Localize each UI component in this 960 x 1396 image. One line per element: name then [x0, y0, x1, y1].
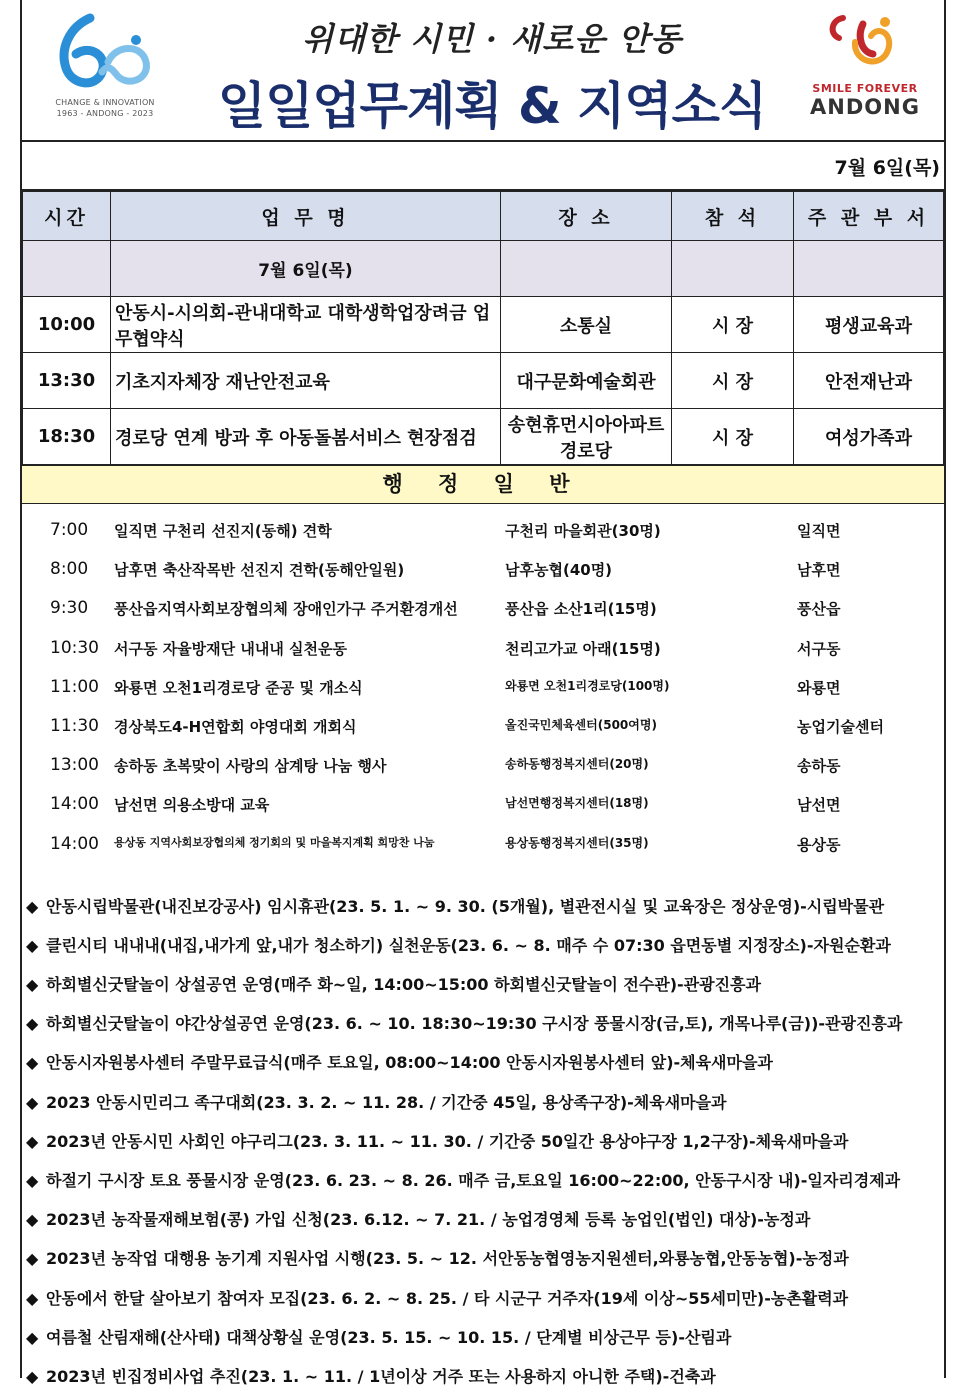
table-row: [23, 297, 944, 353]
notice-item: ◆ 클린시티 내내내(내집,내가게 앞,내가 청소하기) 실천운동(23. 6. ~ 8. 매주 수 07:30 읍면동별 지정장소)-자원순환과: [22, 926, 944, 965]
andong-60th-logo: [50, 10, 160, 125]
schedule-subheader-row: [23, 241, 944, 297]
notice-item: ◆ 2023년 농작물재해보험(콩) 가입 신청(23. 6.12. ~ 7. 21. / 농업경영체 등록 농업인(법인) 대상)-농정과: [22, 1200, 944, 1239]
diamond-bullet-icon: ◆: [26, 896, 39, 916]
col-time: 시간: [23, 192, 111, 241]
list-item: 11:30 경상북도4-H연합회 야영대회 개회식 올진국민체육센터(500여명) 농업기술센터: [50, 715, 884, 736]
diamond-bullet-icon: ◆: [26, 1171, 39, 1190]
diamond-bullet-icon: ◆: [26, 1249, 39, 1269]
notice-item: ◆ 2023년 빈집정비사업 추진(23. 1. ~ 11. / 1년이상 거주 또는 사용하지 아니한 주택)-건축과: [22, 1357, 944, 1396]
diamond-bullet-icon: ◆: [26, 1092, 39, 1112]
row-task: 경로당 연계 방과 후 아동돌봄서비스 현장점검: [111, 409, 501, 465]
document-title: 일일업무계획 & 지역소식: [217, 77, 767, 135]
list-item: 11:00 와룡면 오천1리경로당 준공 및 개소식 와룡면 오천1리경로당(100명) 와룡면: [50, 676, 841, 697]
smile-emblem-icon: [825, 12, 905, 76]
logo-caption-line1: CHANGE & INNOVATION: [55, 98, 155, 107]
col-place: 장 소: [501, 192, 672, 241]
notice-item: ◆ 2023년 농작업 대행용 농기계 지원사업 시행(23. 5. ~ 12. 서안동농협영농지원센터,와룡농협,안동농협)-농정과: [22, 1239, 944, 1278]
row-attend: 시 장: [672, 297, 794, 353]
notice-item: ◆ 안동에서 한달 살아보기 참여자 모집(23. 6. 2. ~ 8. 25. / 타 시군구 거주자(19세 이상~55세미만)-농촌활력과: [22, 1279, 944, 1318]
notice-item: ◆ 하회별신굿탈놀이 야간상설공연 운영(23. 6. ~ 10. 18:30~19:30 구시장 풍물시장(금,토), 개목나루(금))-관광진흥과: [22, 1004, 944, 1043]
diamond-bullet-icon: ◆: [26, 1210, 39, 1230]
city-slogan: 위대한 시민 · 새로운 안동: [302, 20, 682, 58]
row-place: 소통실: [501, 297, 672, 353]
date-row: [22, 142, 944, 191]
admin-section-heading: 행 정 일 반: [22, 465, 944, 504]
notice-item: ◆ 2023년 안동시민 사회인 야구리그(23. 3. 11. ~ 11. 30. / 기간중 50일간 용상야구장 1,2구장)-체육새마을과: [22, 1122, 944, 1161]
notice-item: ◆ 하절기 구시장 토요 풍물시장 운영(23. 6. 23. ~ 8. 26. 매주 금,토요일 16:00~22:00, 안동구시장 내)-일자리경제과: [22, 1161, 944, 1200]
row-time: 10:00: [23, 297, 111, 353]
row-dept: 안전재난과: [794, 353, 944, 409]
list-item: 7:00 일직면 구천리 선진지(동해) 견학 구천리 마을회관(30명) 일직면: [50, 520, 841, 540]
schedule-table: [22, 191, 944, 465]
smile-forever-text: SMILE FOREVER: [812, 82, 918, 95]
row-dept: 평생교육과: [794, 297, 944, 353]
col-attend: 참 석: [672, 192, 794, 241]
row-attend: 시 장: [672, 409, 794, 465]
list-item: 9:30 풍산읍지역사회보장협의체 장애인가구 주거환경개선 풍산읍 소산1리(15명) 풍산읍: [50, 598, 841, 619]
andong-text: ANDONG: [810, 95, 920, 119]
list-item: 14:00 남선면 의용소방대 교육 남선면행정복지센터(18명) 남선면: [50, 794, 841, 815]
row-time: 13:30: [23, 353, 111, 409]
notice-item: ◆ 안동시자원봉사센터 주말무료급식(매주 토요일, 08:00~14:00 안동시자원봉사센터 앞)-체육새마을과: [22, 1043, 944, 1082]
diamond-bullet-icon: ◆: [26, 1014, 39, 1034]
smile-forever-andong-logo: [810, 12, 920, 132]
diamond-bullet-icon: ◆: [26, 975, 39, 995]
notice-item: ◆ 하회별신굿탈놀이 상설공연 운영(매주 화~일, 14:00~15:00 하회별신굿탈놀이 전수관)-관광진흥과: [22, 965, 944, 1004]
admin-list: [22, 504, 944, 863]
row-dept: 여성가족과: [794, 409, 944, 465]
logo-caption-line2: 1963 - ANDONG - 2023: [56, 109, 154, 118]
sixty-emblem-icon: [50, 10, 160, 100]
document-header: [22, 0, 944, 142]
col-dept: 주 관 부 서: [794, 192, 944, 241]
row-task: 기초지자체장 재난안전교육: [111, 353, 501, 409]
row-place: 송현휴먼시아아파트경로당: [501, 409, 672, 465]
diamond-bullet-icon: ◆: [26, 1366, 39, 1386]
subheader-date: 7월 6일(목): [111, 241, 501, 297]
diamond-bullet-icon: ◆: [26, 1288, 39, 1308]
table-row: [23, 409, 944, 465]
schedule-header-row: [23, 192, 944, 241]
notice-item: ◆ 안동시립박물관(내진보강공사) 임시휴관(23. 5. 1. ~ 9. 30. (5개월), 별관전시실 및 교육장은 정상운영)-시립박물관: [22, 887, 944, 926]
list-item: 14:00 용상동 지역사회보장협의체 정기회의 및 마을복지계획 희망찬 나눔 용상동행정복지센터(35명) 용상동: [50, 833, 841, 854]
table-row: [23, 353, 944, 409]
notice-item: ◆ 2023 안동시민리그 족구대회(23. 3. 2. ~ 11. 28. / 기간중 45일, 용상족구장)-체육새마을과: [22, 1083, 944, 1122]
report-date: 7월 6일(목): [834, 157, 940, 179]
row-place: 대구문화예술회관: [501, 353, 672, 409]
diamond-bullet-icon: ◆: [26, 935, 39, 955]
diamond-bullet-icon: ◆: [26, 1131, 39, 1151]
list-item: 13:00 송하동 초복맞이 사랑의 삼계탕 나눔 행사 송하동행정복지센터(20명) 송하동: [50, 755, 841, 776]
row-attend: 시 장: [672, 353, 794, 409]
row-time: 18:30: [23, 409, 111, 465]
diamond-bullet-icon: ◆: [26, 1327, 39, 1347]
notice-item: ◆ 여름철 산림재해(산사태) 대책상황실 운영(23. 5. 15. ~ 10. 15. / 단계별 비상근무 등)-산림과: [22, 1318, 944, 1357]
list-item: 10:30 서구동 자율방재단 내내내 실천운동 천리고가교 아래(15명) 서구동: [50, 637, 841, 658]
diamond-bullet-icon: ◆: [26, 1053, 39, 1073]
col-task: 업 무 명: [111, 192, 501, 241]
notice-list: [22, 863, 944, 1396]
document-page: [20, 0, 946, 1386]
list-item: 8:00 남후면 축산작목반 선진지 견학(동해안일원) 남후농협(40명) 남후면: [50, 559, 841, 580]
row-task: 안동시-시의회-관내대학교 대학생학업장려금 업무협약식: [111, 297, 501, 353]
